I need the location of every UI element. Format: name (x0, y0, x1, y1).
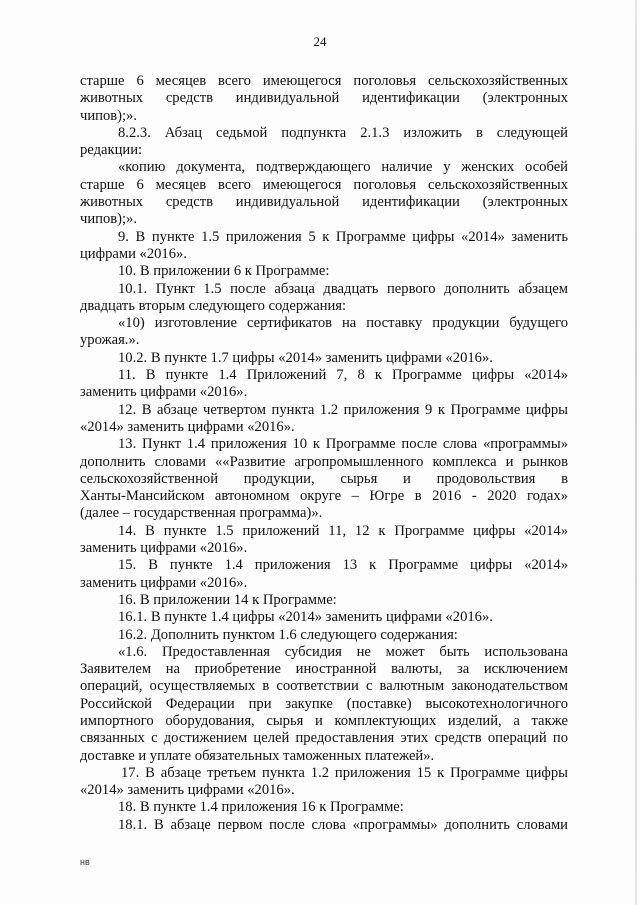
text-line: «2014» заменить цифрами «2016». (80, 782, 295, 799)
text-line: 14. В пункте 1.5 приложений 11, 12 к Программе цифры «2014» (118, 522, 568, 539)
text-line: старше 6 месяцев всего имеющегося поголовья сельскохозяйственных (80, 73, 568, 89)
text-line: 10.2. В пункте 1.7 цифры «2014» заменить цифрами «2016». (118, 349, 493, 366)
text-line: 17. В абзаце третьем пункта 1.2 приложения 15 к Программе цифры (121, 764, 568, 781)
text-line: старше 6 месяцев всего имеющегося поголовья сельскохозяйственных (80, 176, 568, 193)
text-line: заменить цифрами «2016». (80, 574, 248, 591)
text-line: 18.1. В абзаце первом после слова «программы» дополнить словами (118, 816, 568, 833)
text-line: 9. В пункте 1.5 приложения 5 к Программе цифры «2014» заменить (118, 228, 568, 245)
text-line: «10) изготовление сертификатов на поставку продукции будущего (118, 315, 568, 332)
text-line: «1.6. Предоставленная субсидия не может быть использована (118, 643, 568, 660)
text-line: 10. В приложении 6 к Программе: (118, 263, 330, 280)
text-line: чипов);». (80, 107, 138, 124)
text-line: животных средств индивидуальной идентификации (электронных (80, 194, 568, 211)
text-line: Ханты-Мансийском автономном округе – Югре в 2016 - 2020 годах» (80, 488, 568, 505)
text-line: двадцать вторым следующего содержания: (80, 297, 347, 314)
text-line: редакции: (80, 142, 143, 159)
text-line: «2014» заменить цифрами «2016». (80, 418, 295, 435)
text-line: 10.1. Пункт 1.5 после абзаца двадцать первого дополнить абзацем (118, 280, 568, 297)
text-line: дополнить словами ««Развитие агропромышленного комплекса и рынков (80, 453, 568, 470)
text-line: чипов);». (80, 211, 138, 228)
text-line: цифрами «2016». (80, 245, 187, 262)
text-line: Российской Федерации при закупке (поставке) высокотехнологичного (80, 695, 568, 712)
text-line: связанных с достижением целей предоставления этих средств операций по (80, 730, 568, 747)
text-line: «копию документа, подтверждающего наличие у женских особей (118, 159, 568, 176)
text-line: 12. В абзаце четвертом пункта 1.2 приложения 9 к Программе цифры (118, 401, 568, 418)
text-line: 16.1. В пункте 1.4 цифры «2014» заменить цифрами «2016». (118, 609, 493, 626)
text-line: 8.2.3. Абзац седьмой подпункта 2.1.3 изложить в следующей (118, 124, 568, 141)
text-line: 18. В пункте 1.4 приложения 16 к Программе: (118, 799, 404, 816)
page-number: 24 (313, 34, 327, 49)
text-line: заменить цифрами «2016». (80, 384, 248, 401)
text-line: сельскохозяйственной продукции, сырья и продовольствия в (80, 470, 568, 487)
text-line: (далее – государственная программа)». (80, 505, 323, 522)
text-line: 11. В пункте 1.4 Приложений 7, 8 к Программе цифры «2014» (118, 367, 568, 384)
text-line: операций, осуществляемых в соответствии с валютным законодательством (80, 678, 568, 695)
text-line: животных средств индивидуальной идентификации (электронных (80, 90, 568, 107)
text-line: урожая.». (80, 332, 140, 349)
text-line: импортного оборудования, сырья и комплектующих изделий, а также (80, 712, 568, 729)
footer-mark: нв (80, 857, 90, 867)
text-line: 15. В пункте 1.4 приложения 13 к Программе цифры «2014» (118, 557, 568, 574)
text-line: 13. Пункт 1.4 приложения 10 к Программе после слова «программы» (118, 436, 568, 453)
text-line: 16.2. Дополнить пунктом 1.6 следующего содержания: (118, 626, 458, 643)
text-line: доставке и уплате обязательных таможенных платежей». (80, 747, 435, 764)
text-line: Заявителем на приобретение иностранной валюты, за исключением (80, 661, 568, 678)
document-body (80, 73, 568, 834)
text-line: заменить цифрами «2016». (80, 540, 248, 557)
text-line: 16. В приложении 14 к Программе: (118, 591, 337, 608)
